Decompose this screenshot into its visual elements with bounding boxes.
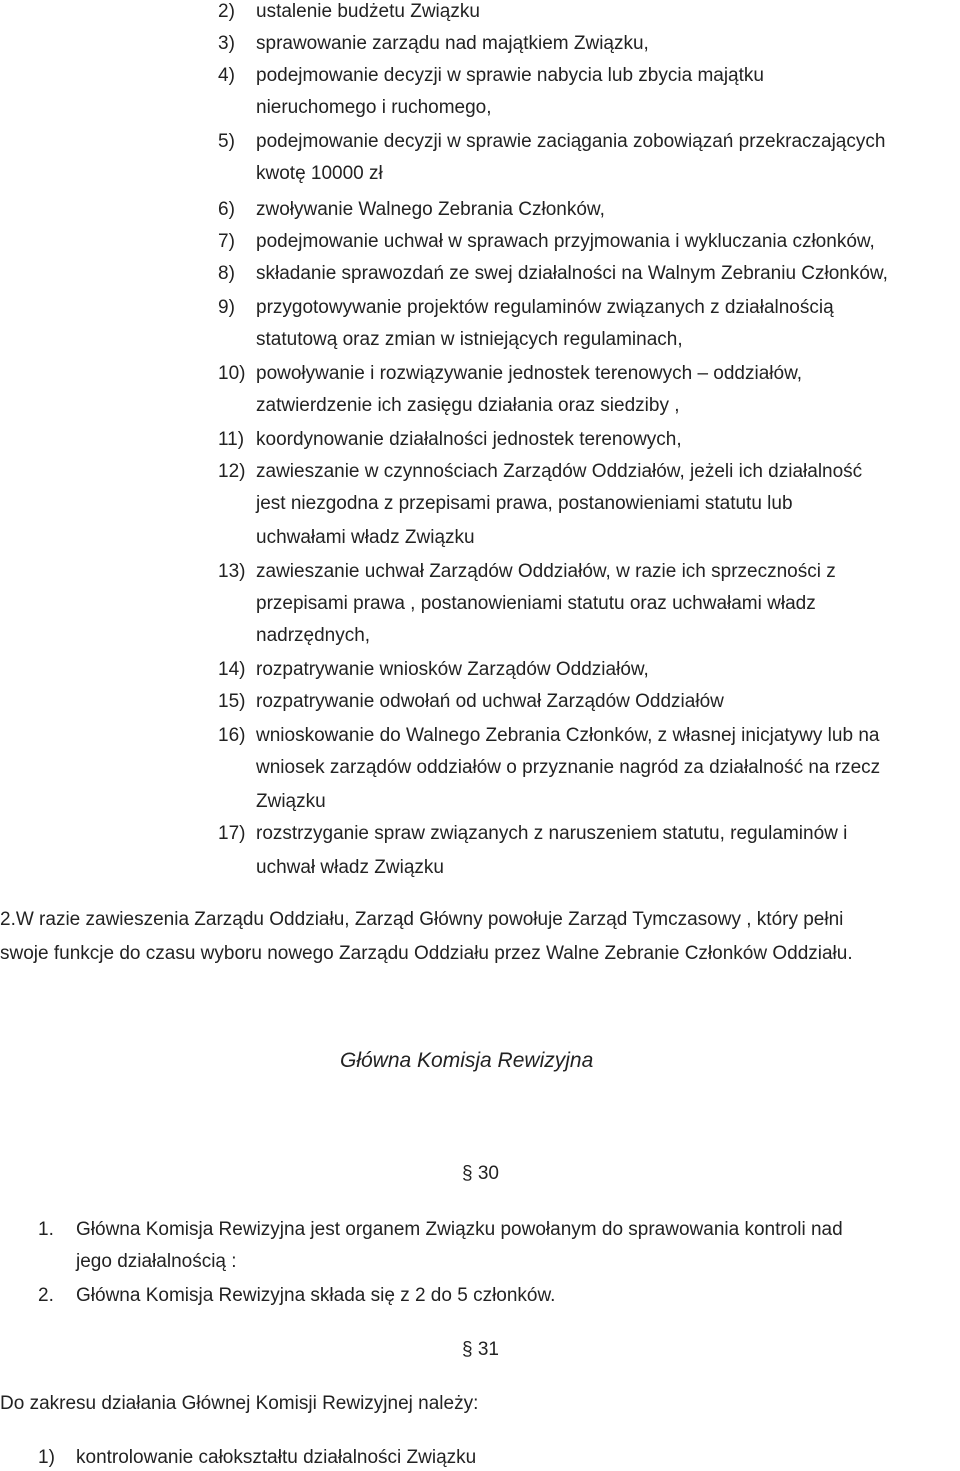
list-item-text: zwoływanie Walnego Zebrania Członków, [256, 199, 605, 220]
paragraph-sign-31 [462, 1338, 499, 1362]
list-item-text: nadrzędnych, [256, 625, 371, 646]
list-item-text: wniosek zarządów oddziałów o przyznanie nagród za działalność na rzecz [256, 757, 881, 778]
list-item-number: 11) [218, 429, 245, 450]
list-item-number: 2. [38, 1285, 54, 1306]
paragraph-sign-30 [462, 1162, 499, 1186]
list-item-text: podejmowanie decyzji w sprawie nabycia lub zbycia majątku [256, 65, 764, 86]
list-item-text: uchwał władz Związku [256, 857, 444, 878]
list-item-number: 10) [218, 363, 246, 384]
list-item-number: 16) [218, 725, 246, 746]
list-item-text: sprawowanie zarządu nad majątkiem Związku, [256, 33, 649, 54]
list-item-text: rozstrzyganie spraw związanych z naruszeniem statutu, regulaminów i [256, 823, 848, 844]
list-item-text: ustalenie budżetu Związku [256, 1, 480, 22]
scope-intro: Do zakresu działania Głównej Komisji Rewizyjnej należy: [0, 1393, 479, 1414]
section-symbol: § [462, 1339, 478, 1360]
section-number: 30 [477, 1163, 499, 1184]
paragraph-line: 2.W razie zawieszenia Zarządu Oddziału, Zarząd Główny powołuje Zarząd Tymczasowy , który pełni [0, 909, 844, 930]
list-item-text: Związku [256, 791, 326, 812]
list-item-text: jest niezgodna z przepisami prawa, postanowieniami statutu lub [256, 493, 793, 514]
section-symbol: § [462, 1163, 478, 1184]
list-item-number: 14) [218, 659, 246, 680]
list-item-number: 8) [218, 263, 235, 284]
list-item-text: zatwierdzenie ich zasięgu działania oraz siedziby , [256, 395, 680, 416]
list-item-text: Główna Komisja Rewizyjna składa się z 2 do 5 członków. [76, 1285, 556, 1306]
list-item-text: rozpatrywanie wniosków Zarządów Oddziałów, [256, 659, 649, 680]
list-item-number: 1) [38, 1447, 55, 1468]
list-item-number: 3) [218, 33, 235, 54]
list-item-text: wnioskowanie do Walnego Zebrania Członków, z własnej inicjatywy lub na [256, 725, 880, 746]
list-item-number: 1. [38, 1219, 54, 1240]
list-item-text: przygotowywanie projektów regulaminów związanych z działalnością [256, 297, 834, 318]
list-item-text: podejmowanie uchwał w sprawach przyjmowania i wykluczania członków, [256, 231, 875, 252]
list-item-text: przepisami prawa , postanowieniami statutu oraz uchwałami władz [256, 593, 816, 614]
list-item-text: kwotę 10000 zł [256, 163, 383, 184]
list-item-number: 15) [218, 691, 246, 712]
list-item-text: podejmowanie decyzji w sprawie zaciągania zobowiązań przekraczających [256, 131, 886, 152]
list-item-number: 6) [218, 199, 235, 220]
list-item-text: Główna Komisja Rewizyjna jest organem Związku powołanym do sprawowania kontroli nad [76, 1219, 843, 1240]
list-item-text: rozpatrywanie odwołań od uchwał Zarządów Oddziałów [256, 691, 724, 712]
list-item-number: 9) [218, 297, 235, 318]
section-heading: Główna Komisja Rewizyjna [340, 1049, 594, 1072]
list-item-number: 5) [218, 131, 235, 152]
list-item-text: powoływanie i rozwiązywanie jednostek terenowych – oddziałów, [256, 363, 803, 384]
list-item-text: zawieszanie w czynnościach Zarządów Oddziałów, jeżeli ich działalność [256, 461, 863, 482]
list-item-number: 12) [218, 461, 246, 482]
list-item-number: 13) [218, 561, 246, 582]
list-item-text: jego działalnością : [76, 1251, 237, 1272]
paragraph-line: swoje funkcje do czasu wyboru nowego Zarządu Oddziału przez Walne Zebranie Członków Oddziału. [0, 943, 853, 964]
list-item-text: zawieszanie uchwał Zarządów Oddziałów, w razie ich sprzeczności z [256, 561, 836, 582]
list-item-text: koordynowanie działalności jednostek terenowych, [256, 429, 682, 450]
list-item-text: nieruchomego i ruchomego, [256, 97, 492, 118]
list-item-number: 4) [218, 65, 235, 86]
list-item-text: składanie sprawozdań ze swej działalności na Walnym Zebraniu Członków, [256, 263, 888, 284]
list-item-number: 2) [218, 1, 235, 22]
list-item-text: kontrolowanie całokształtu działalności Związku [76, 1447, 477, 1468]
list-item-text: uchwałami władz Związku [256, 527, 475, 548]
section-number: 31 [477, 1339, 499, 1360]
list-item-number: 17) [218, 823, 246, 844]
list-item-text: statutową oraz zmian w istniejących regulaminach, [256, 329, 683, 350]
list-item-number: 7) [218, 231, 235, 252]
